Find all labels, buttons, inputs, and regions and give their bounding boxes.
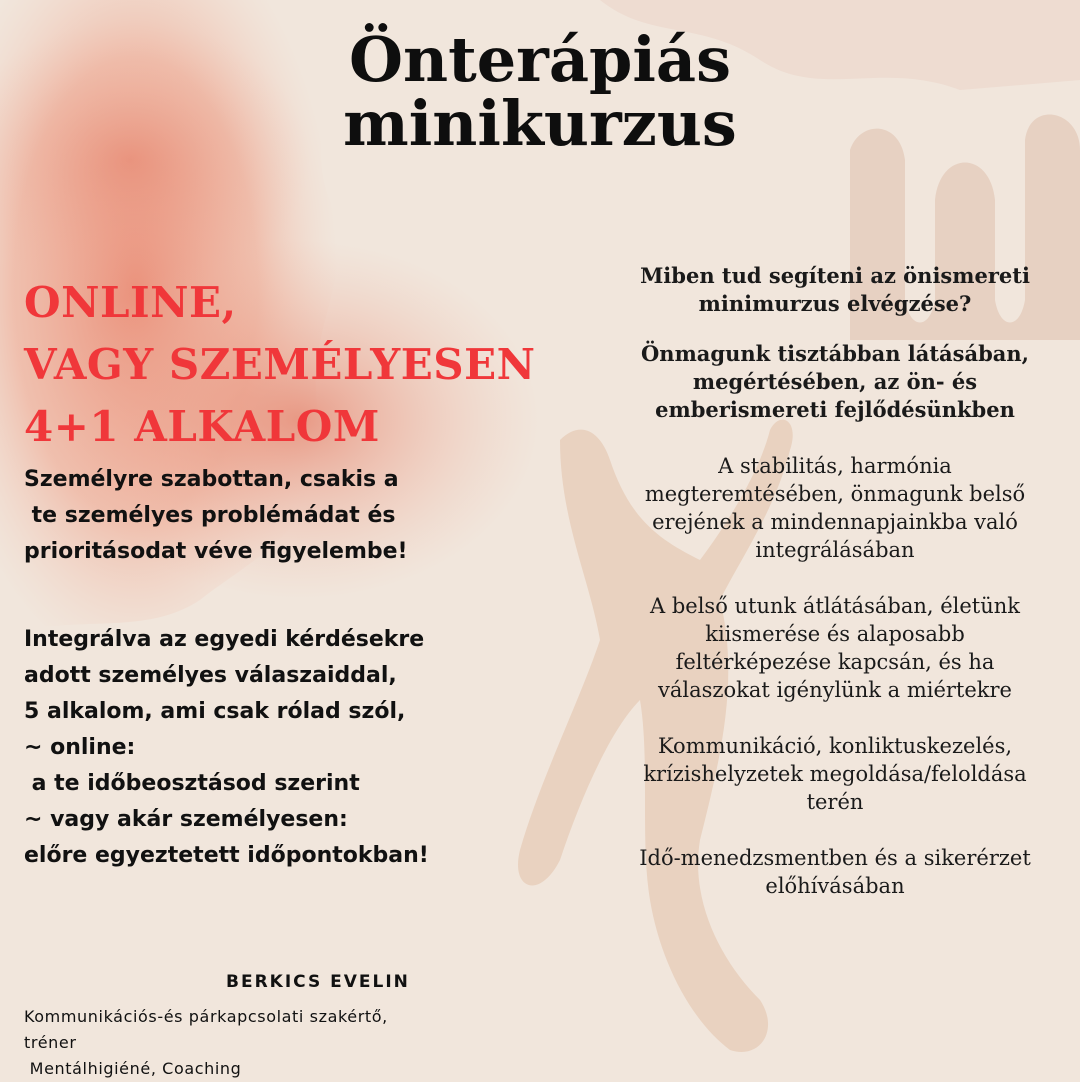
page-title [0, 23, 1080, 160]
benefit-line: krízishelyzetek megoldása/feloldása [643, 762, 1027, 786]
details-line: a te időbeosztásod szerint [24, 771, 360, 796]
question-line: Miben tud segíteni az önismereti [640, 263, 1030, 288]
benefit-line: erejének a mindennapjainkba való [652, 510, 1018, 534]
headline [24, 272, 584, 458]
headline-line: VAGY SZEMÉLYESEN [24, 340, 536, 389]
benefits-column [590, 262, 1080, 900]
benefit-item [590, 844, 1080, 900]
benefit-line: Kommunikáció, konliktuskezelés, [657, 734, 1013, 758]
benefit-item [590, 732, 1080, 816]
intro-line: prioritásodat véve figyelembe! [24, 539, 408, 564]
title-line: minikurzus [343, 87, 737, 160]
benefit-line: A belső utunk átlátásában, életünk [649, 594, 1020, 618]
benefit-line: emberismereti fejlődésünkben [655, 397, 1015, 422]
details-line: adott személyes válaszaiddal, [24, 663, 397, 688]
benefit-line: integrálásában [755, 538, 915, 562]
benefit-line: feltérképezése kapcsán, és ha [675, 650, 995, 674]
role-line: Kommunikációs-és párkapcsolati szakértő, [24, 1007, 388, 1026]
benefit-line: terén [806, 790, 864, 814]
benefit-line: kiismerése és alaposabb [705, 622, 965, 646]
benefit-line: válaszokat igénylünk a miértekre [658, 678, 1012, 702]
benefit-item [590, 452, 1080, 564]
intro-paragraph [24, 462, 564, 570]
details-line: ~ vagy akár személyesen: [24, 807, 348, 832]
benefit-line: megteremtésében, önmagunk belső [644, 482, 1026, 506]
role-line: tréner [24, 1033, 77, 1052]
benefit-line: megértésében, az ön- és [692, 369, 978, 394]
intro-line: te személyes problémádat és [24, 503, 396, 528]
benefits-question [590, 262, 1080, 318]
headline-line: ONLINE, [24, 278, 237, 327]
details-paragraph [24, 622, 564, 874]
details-line: 5 alkalom, ami csak rólad szól, [24, 699, 406, 724]
benefit-line: A stabilitás, harmónia [718, 454, 952, 478]
benefit-line: előhívásában [765, 874, 905, 898]
benefit-item [590, 592, 1080, 704]
author-role [24, 1004, 544, 1082]
benefit-line: Idő-menedzsmentben és a sikerérzet [639, 846, 1031, 870]
headline-line: 4+1 ALKALOM [24, 402, 380, 451]
details-line: előre egyeztetett időpontokban! [24, 843, 429, 868]
author-name: BERKICS EVELIN [226, 972, 410, 992]
question-line: minimurzus elvégzése? [698, 291, 972, 316]
details-line: ~ online: [24, 735, 136, 760]
role-line: Mentálhigiéné, Coaching [24, 1059, 242, 1078]
intro-line: Személyre szabottan, csakis a [24, 467, 399, 492]
benefit-bold-item [590, 340, 1080, 424]
details-line: Integrálva az egyedi kérdésekre [24, 627, 425, 652]
benefit-line: Önmagunk tisztábban látásában, [641, 341, 1029, 366]
title-line: Önterápiás [349, 23, 731, 96]
